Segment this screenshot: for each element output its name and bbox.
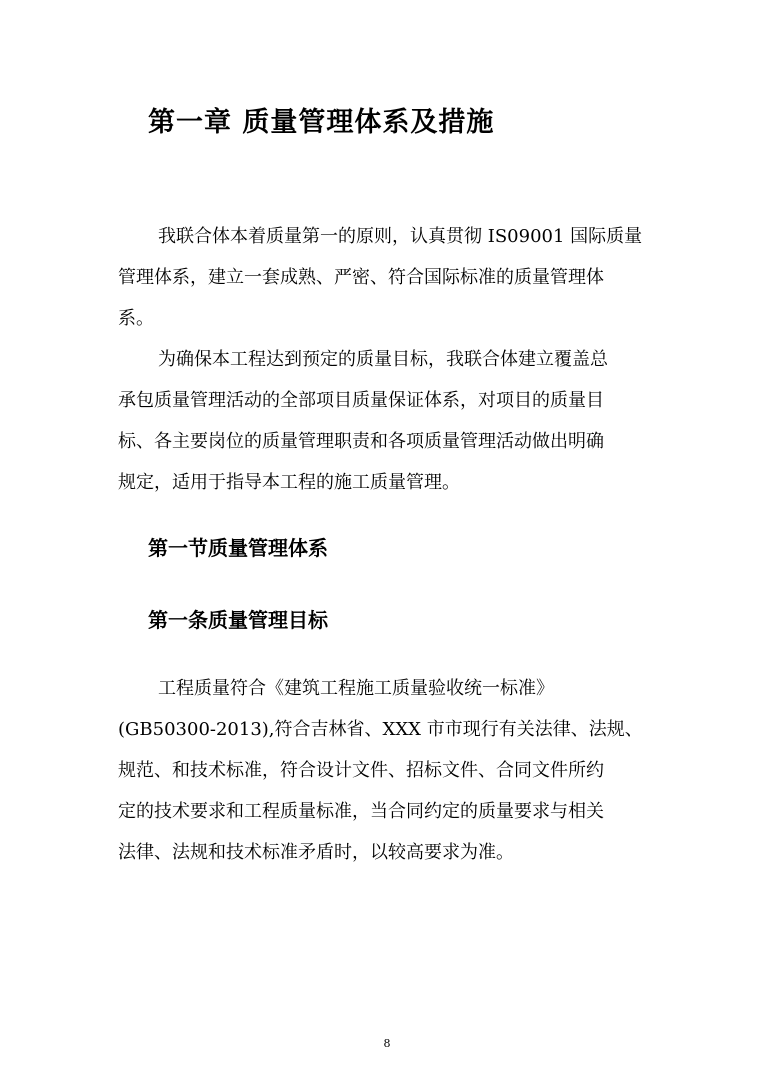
paragraph-line: 法律、法规和技术标准矛盾时，以较高要求为准。 (118, 842, 514, 863)
chapter-title: 第一章 质量管理体系及措施 (148, 107, 495, 138)
paragraph-line: 工程质量符合《建筑工程施工质量验收统一标准》 (158, 678, 554, 699)
paragraph-line: 标、各主要岗位的质量管理职责和各项质量管理活动做出明确 (118, 431, 604, 452)
paragraph-line: 管理体系，建立一套成熟、严密、符合国际标准的质量管理体 (118, 267, 604, 288)
paragraph-line: 为确保本工程达到预定的质量目标，我联合体建立覆盖总 (158, 349, 608, 370)
intro-paragraph-1 (118, 216, 648, 339)
page-number: 8 (383, 1037, 391, 1050)
intro-paragraph-2 (118, 339, 648, 503)
paragraph-line: (GB50300-2013),符合吉林省、XXX 市市现行有关法律、法规、 (118, 719, 643, 740)
paragraph-line: 规范、和技术标准，符合设计文件、招标文件、合同文件所约 (118, 760, 604, 781)
article-title: 第一条质量管理目标 (148, 608, 328, 632)
section-title: 第一节质量管理体系 (148, 536, 328, 560)
paragraph-line: 规定，适用于指导本工程的施工质量管理。 (118, 472, 460, 493)
article-paragraph (118, 668, 648, 873)
paragraph-line: 我联合体本着质量第一的原则，认真贯彻 IS09001 国际质量 (158, 226, 643, 247)
paragraph-line: 系。 (118, 308, 154, 329)
paragraph-line: 承包质量管理活动的全部项目质量保证体系，对项目的质量目 (118, 390, 604, 411)
paragraph-line: 定的技术要求和工程质量标准，当合同约定的质量要求与相关 (118, 801, 604, 822)
